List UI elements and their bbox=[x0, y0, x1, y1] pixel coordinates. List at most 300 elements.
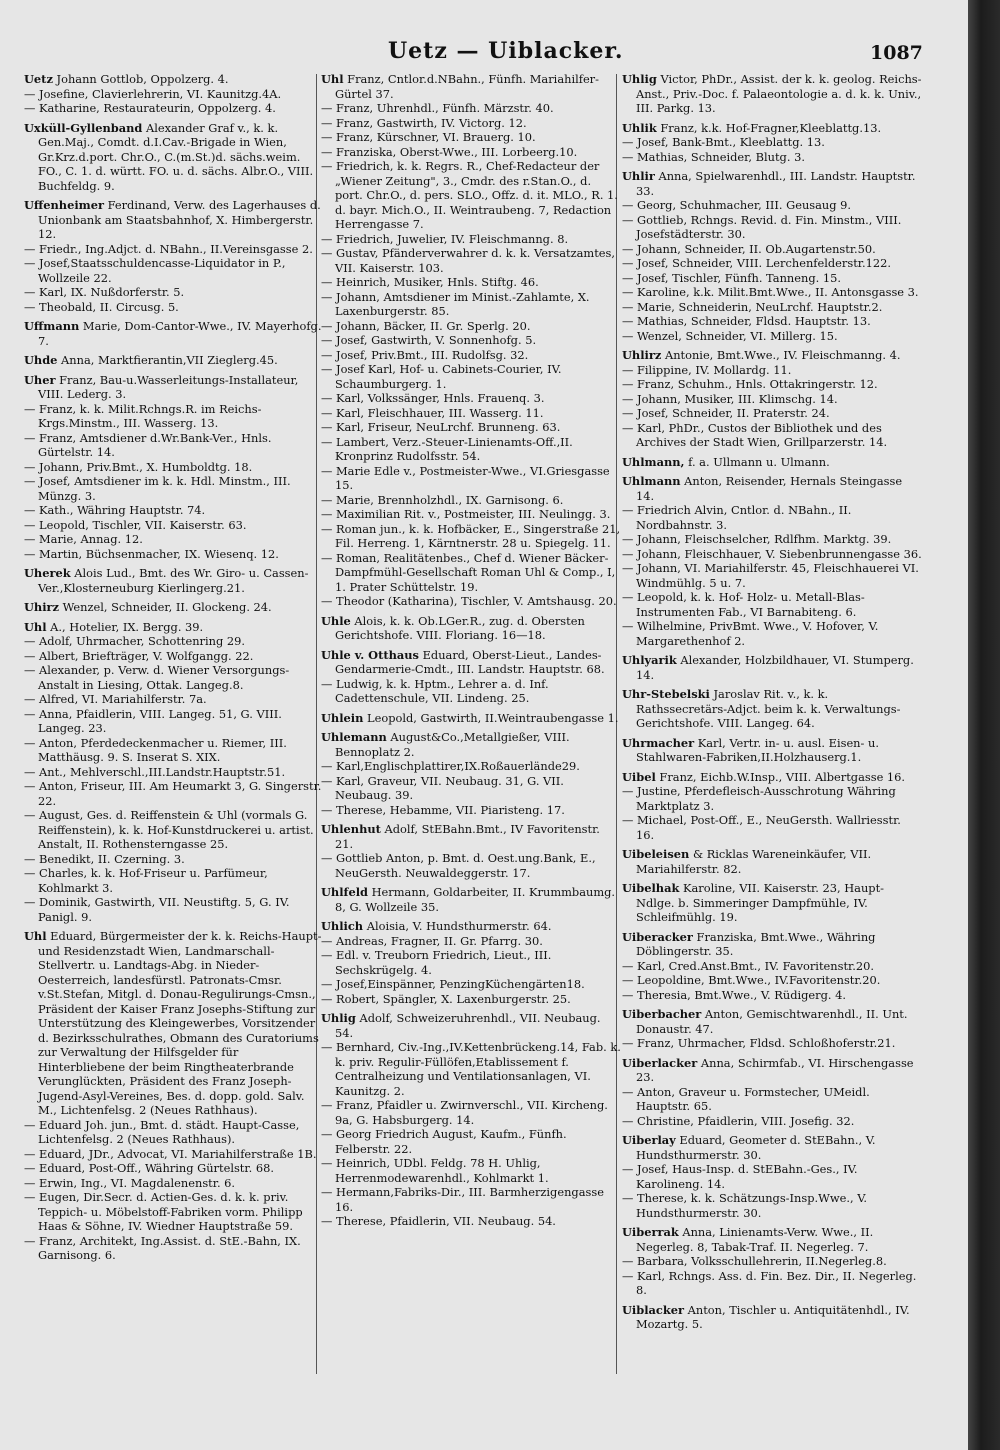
entry-surname: Uhlmann, bbox=[622, 454, 685, 469]
entry-text: — Andreas, Fragner, II. Gr. Pfarrg. 30. bbox=[321, 933, 543, 948]
entry-text: — Theresia, Bmt.Wwe., V. Rüdigerg. 4. bbox=[622, 987, 847, 1002]
directory-entry bbox=[622, 813, 922, 842]
entry-text: — Marie, Annag. 12. bbox=[24, 532, 143, 546]
entry-text: Leopold, Gastwirth, II.Weintraubengasse 1. bbox=[363, 710, 619, 725]
directory-entry bbox=[321, 822, 621, 851]
entry-text: — Therese, Hebamme, VII. Piaristeng. 17. bbox=[321, 802, 565, 817]
entry-text: — Franz, Uhrmacher, Fldsd. Schloßhoferstr.21. bbox=[622, 1036, 896, 1050]
entry-text: — Johann, Schneider, II. Ob.Augartenstr.50. bbox=[622, 241, 876, 256]
directory-entry bbox=[321, 919, 621, 934]
entry-text: — Anna, Pfaidlerin, VIII. Langeg. 51, G. VIII. Langeg. 23. bbox=[24, 706, 282, 735]
entry-surname: Uhl bbox=[24, 929, 47, 943]
entry-surname: Uhl bbox=[24, 619, 47, 634]
directory-entry bbox=[622, 561, 922, 590]
entry-surname: Uher bbox=[24, 372, 56, 387]
entry-text: Alois, k. k. Ob.LGer.R., zug. d. Obersten Gerichtshofe. VIII. Floriang. 16—18. bbox=[335, 613, 585, 642]
column-1 bbox=[24, 72, 324, 1382]
directory-entry bbox=[24, 401, 324, 431]
entry-surname: Uhlfeld bbox=[321, 885, 368, 899]
directory-entry bbox=[321, 101, 621, 116]
directory-entry bbox=[24, 1161, 324, 1176]
entry-surname: Uhlenhut bbox=[321, 822, 381, 836]
directory-entry bbox=[24, 706, 324, 736]
directory-entry bbox=[24, 929, 324, 1118]
entry-text: — Erwin, Ing., VI. Magdalenenstr. 6. bbox=[24, 1175, 236, 1190]
directory-entry bbox=[622, 198, 922, 213]
entry-text: Aloisia, V. Hundsthurmerstr. 64. bbox=[363, 919, 552, 933]
entry-text: Marie, Dom-Cantor-Wwe., IV. Mayerhofg. 7. bbox=[38, 319, 322, 348]
directory-entry bbox=[321, 613, 621, 643]
directory-entry bbox=[321, 759, 621, 774]
entry-surname: Uetz bbox=[24, 72, 53, 86]
entry-surname: Uhirz bbox=[24, 600, 60, 614]
directory-entry bbox=[321, 802, 621, 818]
entry-text: — Benedikt, II. Czerning. 3. bbox=[24, 851, 185, 866]
entry-text: — Theobald, II. Circusg. 5. bbox=[24, 299, 179, 314]
directory-entry bbox=[321, 289, 621, 319]
entry-text: — Leopoldine, Bmt.Wwe., IV.Favoritenstr.20. bbox=[622, 973, 881, 987]
entry-text: — Josef, Bank-Bmt., Kleeblattg. 13. bbox=[622, 135, 825, 149]
directory-entry bbox=[24, 101, 324, 116]
directory-entry bbox=[622, 328, 922, 344]
entry-text: — Theodor (Katharina), Tischler, V. Amtshausg. 20. bbox=[321, 594, 617, 608]
entry-text: — Heinrich, UDbl. Feldg. 78 H. Uhlig, Herrenmodewarenhdl., Kohlmarkt 1. bbox=[321, 1156, 549, 1185]
entry-text: — Johann, Priv.Bmt., X. Humboldtg. 18. bbox=[24, 459, 253, 474]
entry-text: — Josef, Tischler, Fünfh. Tanneng. 15. bbox=[622, 270, 841, 285]
directory-entry bbox=[321, 507, 621, 522]
entry-text: — Josef, Gastwirth, V. Sonnenhofg. 5. bbox=[321, 333, 537, 347]
entry-text: — Josef, Schneider, VIII. Lerchenfelderstr.122. bbox=[622, 256, 891, 270]
directory-entry bbox=[24, 546, 324, 562]
entry-text: Alexander, Holzbildhauer, VI. Stumperg. 14. bbox=[636, 653, 914, 682]
directory-entry bbox=[622, 72, 922, 116]
directory-entry bbox=[24, 566, 324, 595]
directory-entry bbox=[24, 86, 324, 102]
entry-text: — Franz, Amtsdiener d.Wr.Bank-Ver., Hnls. Gürtelstr. 14. bbox=[24, 430, 272, 459]
entry-surname: Uibelhak bbox=[622, 881, 680, 895]
entry-surname: Uhlein bbox=[321, 710, 364, 725]
entry-text: — Josef, Haus-Insp. d. StEBahn.-Ges., IV. Karolineng. 14. bbox=[622, 1162, 858, 1191]
entry-text: — Johann, Amtsdiener im Minist.-Zahlamte, X. Laxenburgerstr. 85. bbox=[321, 289, 590, 318]
directory-entry bbox=[24, 866, 324, 895]
entry-surname: Uffenheimer bbox=[24, 198, 104, 212]
directory-entry bbox=[622, 1084, 922, 1114]
directory-entry bbox=[622, 299, 922, 315]
directory-entry bbox=[24, 299, 324, 315]
entry-text: — Franz, Gastwirth, IV. Victorg. 12. bbox=[321, 115, 527, 130]
entry-text: — Mathias, Schneider, Blutg. 3. bbox=[622, 149, 805, 164]
directory-entry bbox=[622, 120, 922, 136]
directory-entry bbox=[321, 405, 621, 421]
directory-entry bbox=[622, 149, 922, 165]
directory-entry bbox=[622, 1302, 922, 1332]
entry-surname: Uhl bbox=[321, 72, 344, 86]
entry-text: — Karl, Volkssänger, Hnls. Frauenq. 3. bbox=[321, 391, 545, 405]
directory-entry bbox=[24, 1175, 324, 1191]
entry-text: Antonie, Bmt.Wwe., IV. Fleischmanng. 4. bbox=[661, 348, 901, 362]
entry-text: — Karl, Cred.Anst.Bmt., IV. Favoritenstr.20. bbox=[622, 958, 874, 973]
entry-text: — Eduard, JDr., Advocat, VI. Mariahilferstraße 1B. bbox=[24, 1146, 317, 1161]
entry-text: — Kath., Währing Hauptstr. 74. bbox=[24, 503, 206, 517]
entry-text: — Barbara, Volksschullehrerin, II.Negerleg.8. bbox=[622, 1254, 887, 1268]
entry-surname: Uhlemann bbox=[321, 730, 387, 744]
entry-text: — Karoline, k.k. Milit.Bmt.Wwe., II. Antonsgasse 3. bbox=[622, 285, 919, 299]
directory-entry bbox=[622, 270, 922, 286]
entry-text: — Karl, IX. Nußdorferstr. 5. bbox=[24, 285, 185, 299]
directory-entry bbox=[622, 1133, 922, 1162]
directory-entry bbox=[622, 1162, 922, 1191]
entry-text: — Friedrich, Juwelier, IV. Fleischmanng. 8. bbox=[321, 231, 569, 246]
entry-surname: Uhlir bbox=[622, 169, 655, 183]
entry-surname: Uiberbacher bbox=[622, 1007, 702, 1021]
entry-text: — Marie, Schneiderin, NeuLrchf. Hauptstr.2. bbox=[622, 299, 883, 314]
directory-entry bbox=[622, 1225, 922, 1254]
directory-entry bbox=[321, 463, 621, 493]
entry-text: — Albert, Briefträger, V. Wolfgangg. 22. bbox=[24, 648, 254, 663]
entry-text: — Dominik, Gastwirth, VII. Neustiftg. 5, G. IV. Panigl. 9. bbox=[24, 895, 290, 924]
directory-entry bbox=[24, 430, 324, 460]
entry-text: Wenzel, Schneider, II. Glockeng. 24. bbox=[59, 600, 272, 614]
entry-text: — Eugen, Dir.Secr. d. Actien-Ges. d. k. k. priv. Teppich- u. Möbelstoff-Fabriken vorm. Philipp Haas & Söhne, IV. Wiedner Hauptstraße 59. bbox=[24, 1190, 303, 1233]
entry-text: — Anton, Graveur u. Formstecher, UMeidl. Hauptstr. 65. bbox=[622, 1084, 870, 1113]
directory-entry bbox=[321, 434, 621, 464]
entry-surname: Uiberrak bbox=[622, 1225, 679, 1239]
entry-text: — Friedrich, k. k. Regrs. R., Chef-Redacteur der „Wiener Zeitung", 3., Cmdr. des r.Stan.O., d. port. Chr.O., d. pers. SLO., Offz. d. it. MLO., R. 1. d. bayr. Mich.O., II. Weintraubeng. 7, Redaction Herrengasse 7. bbox=[321, 159, 618, 231]
entry-text: — Christine, Pfaidlerin, VIII. Josefig. 32. bbox=[622, 1113, 855, 1128]
entry-surname: Uhlig bbox=[321, 1011, 356, 1025]
entry-text: — Johann, Fleischselcher, Rdlfhm. Marktg. 39. bbox=[622, 532, 892, 546]
entry-text: Franziska, Bmt.Wwe., Währing Döblingerstr. 35. bbox=[636, 929, 876, 958]
directory-entry bbox=[622, 619, 922, 648]
directory-entry bbox=[24, 895, 324, 924]
directory-entry bbox=[24, 779, 324, 808]
entry-text: — Katharine, Restaurateurin, Oppolzerg. 4. bbox=[24, 101, 276, 115]
directory-entry bbox=[622, 687, 922, 731]
directory-entry bbox=[622, 377, 922, 392]
entry-text: Franz, Bau-u.Wasserleitungs-Installateur, VIII. Lederg. 3. bbox=[38, 372, 299, 401]
entry-text: August&Co.,Metallgießer, VIII. Bennoplatz 2. bbox=[335, 730, 570, 759]
directory-entry bbox=[622, 590, 922, 619]
directory-entry bbox=[321, 492, 621, 508]
entry-surname: Uherek bbox=[24, 566, 71, 580]
entry-surname: Uiberlacker bbox=[622, 1055, 698, 1070]
entry-surname: Uiblacker bbox=[622, 1302, 685, 1317]
directory-entry bbox=[24, 735, 324, 765]
entry-text: — Gottlieb Anton, p. Bmt. d. Oest.ung.Bank, E., NeuGersth. Neuwaldeggerstr. 17. bbox=[321, 851, 596, 880]
entry-text: Adolf, Schweizeruhrenhdl., VII. Neubaug. 54. bbox=[335, 1011, 601, 1040]
entry-text: — Josefine, Clavierlehrerin, VI. Kaunitzg.4A. bbox=[24, 86, 282, 101]
directory-entry bbox=[321, 246, 621, 275]
directory-entry bbox=[622, 1055, 922, 1085]
directory-entry bbox=[24, 72, 324, 87]
directory-entry bbox=[622, 212, 922, 242]
entry-text: Anna, Marktfierantin,VII Zieglerg.45. bbox=[57, 353, 278, 367]
directory-entry bbox=[622, 348, 922, 363]
entry-text: — Ludwig, k. k. Hptm., Lehrer a. d. Inf. Cadettenschule, VII. Lindeng. 25. bbox=[321, 676, 549, 705]
directory-entry bbox=[321, 933, 621, 949]
directory-entry bbox=[622, 847, 922, 876]
directory-entry bbox=[24, 764, 324, 780]
entry-surname: Uhrmacher bbox=[622, 735, 695, 750]
entry-text: Franz, k.k. Hof-Fragner,Kleeblattg.13. bbox=[656, 120, 882, 135]
directory-entry bbox=[24, 634, 324, 649]
entry-surname: Uhlig bbox=[622, 72, 657, 86]
directory-entry bbox=[622, 314, 922, 329]
directory-entry bbox=[622, 391, 922, 407]
directory-entry bbox=[622, 169, 922, 198]
entry-text: — Charles, k. k. Hof-Friseur u. Parfümeur, Kohlmarkt 3. bbox=[24, 866, 268, 895]
directory-entry bbox=[321, 1185, 621, 1214]
entry-text: — Eduard Joh. jun., Bmt. d. städt. Haupt-Casse, Lichtenfelsg. 2 (Neues Rathhaus). bbox=[24, 1117, 300, 1146]
directory-entry bbox=[321, 991, 621, 1007]
directory-entry bbox=[321, 72, 621, 101]
entry-text: — Josef Karl, Hof- u. Cabinets-Courier, IV. Schaumburgerg. 1. bbox=[321, 362, 562, 391]
entry-text: Franz, Cntlor.d.NBahn., Fünfh. Mariahilfer-Gürtel 37. bbox=[335, 72, 599, 101]
entry-text: — Franz, Schuhm., Hnls. Ottakringerstr. 12. bbox=[622, 377, 878, 391]
entry-text: Jaroslav Rit. v., k. k. Rathssecretärs-Adjct. beim k. k. Verwaltungs-Gerichtshofe. VIII. Langeg. 64. bbox=[636, 687, 901, 730]
directory-entry bbox=[622, 532, 922, 547]
directory-entry bbox=[321, 1127, 621, 1156]
entry-text: — Josef, Amtsdiener im k. k. Hdl. Minstm., III. Münzg. 3. bbox=[24, 474, 291, 503]
entry-surname: Uhlirz bbox=[622, 348, 662, 362]
directory-entry bbox=[321, 362, 621, 391]
entry-text: — Alfred, VI. Mariahilferstr. 7a. bbox=[24, 692, 207, 706]
entry-text: — Franziska, Oberst-Wwe., III. Lorbeerg.10. bbox=[321, 144, 578, 159]
entry-surname: Uibeleisen bbox=[622, 847, 690, 861]
entry-text: — Ant., Mehlverschl.,III.Landstr.Hauptstr.51. bbox=[24, 764, 286, 779]
entry-text: — Karl, Graveur, VII. Neubaug. 31, G. VII. Neubaug. 39. bbox=[321, 773, 564, 802]
directory-entry bbox=[24, 619, 324, 635]
entry-text: — Leopold, Tischler, VII. Kaiserstr. 63. bbox=[24, 517, 247, 532]
entry-text: — Wilhelmine, PrivBmt. Wwe., V. Hofover, V. Margarethenhof 2. bbox=[622, 619, 879, 648]
entry-text: — Gustav, Pfänderverwahrer d. k. k. Versatzamtes, VII. Kaiserstr. 103. bbox=[321, 246, 615, 275]
entry-text: — Martin, Büchsenmacher, IX. Wiesenq. 12. bbox=[24, 546, 279, 561]
directory-entry bbox=[622, 784, 922, 813]
directory-entry bbox=[622, 735, 922, 765]
entry-text: — Georg, Schuhmacher, III. Geusaug 9. bbox=[622, 198, 852, 212]
entry-text: — Karl,Englischplattirer,IX.Roßauerlände29. bbox=[321, 759, 580, 773]
directory-entry bbox=[321, 347, 621, 363]
entry-text: Karoline, VII. Kaiserstr. 23, Haupt-Ndlge. b. Simmeringer Dampfmühle, IV. Schleifmühlg. 19. bbox=[636, 881, 885, 924]
directory-entry bbox=[622, 256, 922, 271]
entry-text: Ferdinand, Verw. des Lagerhauses d. Unionbank am Staatsbahnhof, X. Himbergerstr. 12. bbox=[38, 198, 321, 241]
directory-entry bbox=[24, 285, 324, 300]
directory-entry bbox=[321, 885, 621, 914]
directory-entry bbox=[24, 517, 324, 533]
directory-entry bbox=[321, 521, 621, 551]
directory-entry bbox=[622, 474, 922, 503]
entry-text: — Roman jun., k. k. Hofbäcker, E., Singerstraße 21, Fil. Herreng. 1, Kärntnerstr. 28 u. Spiegelg. 11. bbox=[321, 521, 621, 550]
directory-entry bbox=[24, 1233, 324, 1263]
entry-text: — Wenzel, Schneider, VI. Millerg. 15. bbox=[622, 328, 838, 343]
entry-text: — Johann, Bäcker, II. Gr. Sperlg. 20. bbox=[321, 318, 531, 333]
entry-text: Victor, PhDr., Assist. der k. k. geolog. Reichs-Anst., Priv.-Doc. f. Palaeontologie a. d. k. k. Univ., III. Parkg. 13. bbox=[636, 72, 922, 115]
page-number: 1087 bbox=[870, 42, 923, 64]
directory-entry bbox=[321, 420, 621, 435]
directory-entry bbox=[24, 532, 324, 547]
directory-entry bbox=[622, 653, 922, 682]
directory-entry bbox=[622, 1113, 922, 1129]
entry-text: — Johann, Musiker, III. Klimschg. 14. bbox=[622, 391, 838, 406]
directory-entry bbox=[622, 454, 922, 470]
entry-text: — Justine, Pferdefleisch-Ausschrotung Währing Marktplatz 3. bbox=[622, 784, 896, 813]
directory-entry bbox=[24, 600, 324, 615]
entry-text: — August, Ges. d. Reiffenstein & Uhl (vormals G. Reiffenstein), k. k. Hof-Kunstdruckerei u. artist. Anstalt, II. Rothensterngasse 25. bbox=[24, 808, 314, 851]
entry-text: Anna, Schirmfab., VI. Hirschengasse 23. bbox=[636, 1055, 914, 1084]
column-3 bbox=[622, 72, 922, 1382]
directory-entry bbox=[321, 647, 621, 677]
running-title: Uetz — Uiblacker. bbox=[388, 38, 624, 64]
entry-text: — Johann, VI. Mariahilferstr. 45, Fleischhauerei VI. Windmühlg. 5 u. 7. bbox=[622, 561, 919, 590]
directory-entry bbox=[321, 1098, 621, 1127]
entry-text: — Mathias, Schneider, Fldsd. Hauptstr. 13. bbox=[622, 314, 871, 328]
entry-text: — Franz, Pfaidler u. Zwirnverschl., VII. Kircheng. 9a, G. Habsburgerg. 14. bbox=[321, 1098, 608, 1127]
entry-surname: Uhlich bbox=[321, 919, 364, 933]
directory-entry bbox=[622, 135, 922, 150]
directory-entry bbox=[622, 503, 922, 532]
directory-entry bbox=[321, 391, 621, 406]
entry-text: — Josef,Staatsschuldencasse-Liquidator in P., Wollzeile 22. bbox=[24, 256, 286, 285]
entry-text: — Friedr., Ing.Adjct. d. NBahn., II.Vereinsgasse 2. bbox=[24, 241, 313, 256]
entry-text: Johann Gottlob, Oppolzerg. 4. bbox=[52, 72, 229, 86]
entry-text: — Anton, Pferdedeckenmacher u. Riemer, III. Matthäusg. 9. S. Inserat S. XIX. bbox=[24, 735, 287, 764]
entry-text: — Karl, Friseur, NeuLrchf. Brunneng. 63. bbox=[321, 420, 561, 434]
entry-text: Alois Lud., Bmt. des Wr. Giro- u. Cassen-Ver.,Klosterneuburg Kierlingerg.21. bbox=[38, 566, 309, 595]
entry-text: f. a. Ullmann u. Ulmann. bbox=[684, 454, 830, 469]
directory-entry bbox=[622, 973, 922, 988]
entry-text: — Therese, Pfaidlerin, VII. Neubaug. 54. bbox=[321, 1214, 556, 1228]
entry-text: — Roman, Realitätenbes., Chef d. Wiener Bäcker-Dampfmühl-Gesellschaft Roman Uhl & Comp., I, 1. Prater Schüttelstr. 19. bbox=[321, 550, 616, 594]
entry-text: Anton, Gemischtwarenhdl., II. Unt. Donaustr. 47. bbox=[636, 1007, 908, 1036]
directory-entry bbox=[622, 769, 922, 785]
entry-text: Anton, Tischler u. Antiquitätenhdl., IV. Mozartg. 5. bbox=[636, 1302, 910, 1331]
entry-text: — Maximilian Rit. v., Postmeister, III. Neulingg. 3. bbox=[321, 507, 611, 521]
directory-entry bbox=[24, 459, 324, 475]
directory-entry bbox=[321, 851, 621, 880]
entry-text: — Eduard, Post-Off., Währing Gürtelstr. 68. bbox=[24, 1161, 274, 1175]
entry-surname: Uhlyarik bbox=[622, 653, 677, 667]
directory-entry bbox=[321, 275, 621, 290]
entry-text: Eduard, Geometer d. StEBahn., V. Hundsthurmerstr. 30. bbox=[636, 1133, 876, 1162]
directory-entry bbox=[622, 1268, 922, 1298]
entry-text: — Josef, Schneider, II. Praterstr. 24. bbox=[622, 406, 830, 420]
directory-entry bbox=[321, 1214, 621, 1229]
directory-entry bbox=[24, 120, 324, 194]
entry-text: Anton, Reisender, Hernals Steingasse 14. bbox=[636, 474, 903, 503]
entry-text: — Karl, PhDr., Custos der Bibliothek und des Archives der Stadt Wien, Grillparzerstr. 14. bbox=[622, 420, 888, 449]
directory-entry bbox=[24, 474, 324, 503]
entry-text: — Gottlieb, Rchngs. Revid. d. Fin. Minstm., VIII. Josefstädterstr. 30. bbox=[622, 212, 902, 241]
directory-entry bbox=[24, 353, 324, 368]
directory-entry bbox=[321, 1156, 621, 1185]
directory-entry bbox=[321, 710, 621, 726]
entry-text: — Michael, Post-Off., E., NeuGersth. Wallriesstr. 16. bbox=[622, 813, 901, 842]
directory-entry bbox=[321, 948, 621, 977]
entry-text: — Edl. v. Treuborn Friedrich, Lieut., III. Sechskrügelg. 4. bbox=[321, 948, 552, 977]
entry-surname: Uhde bbox=[24, 353, 58, 367]
entry-text: — Franz, Uhrenhdl., Fünfh. Märzstr. 40. bbox=[321, 101, 554, 115]
entry-text: Anna, Linienamts-Verw. Wwe., II. Negerleg. 8, Tabak-Traf. II. Negerleg. 7. bbox=[636, 1225, 874, 1254]
entry-text: — Alexander, p. Verw. d. Wiener Versorgungs-Anstalt in Liesing, Ottak. Langeg.8. bbox=[24, 663, 290, 692]
directory-entry bbox=[24, 256, 324, 285]
directory-entry bbox=[622, 1191, 922, 1220]
entry-text: — Friedrich Alvin, Cntlor. d. NBahn., II. Nordbahnstr. 3. bbox=[622, 503, 852, 532]
entry-surname: Uffmann bbox=[24, 319, 80, 333]
entry-text: — Marie Edle v., Postmeister-Wwe., VI.Griesgasse 15. bbox=[321, 463, 610, 492]
directory-entry bbox=[24, 241, 324, 257]
entry-text: — Robert, Spängler, X. Laxenburgerstr. 25. bbox=[321, 991, 571, 1006]
entry-text: — Johann, Fleischhauer, V. Siebenbrunnengasse 36. bbox=[622, 546, 922, 561]
entry-surname: Uhle bbox=[321, 613, 351, 628]
entry-text: Adolf, StEBahn.Bmt., IV Favoritenstr. 21. bbox=[335, 822, 600, 851]
book-spine-edge bbox=[968, 0, 1000, 1450]
entry-text: — Adolf, Uhrmacher, Schottenring 29. bbox=[24, 634, 246, 648]
entry-surname: Uhr-Stebelski bbox=[622, 687, 710, 701]
directory-entry bbox=[321, 977, 621, 992]
directory-entry bbox=[24, 1117, 324, 1147]
directory-entry bbox=[321, 130, 621, 145]
directory-entry bbox=[622, 546, 922, 562]
directory-entry bbox=[321, 144, 621, 160]
entry-text: — Hermann,Fabriks-Dir., III. Barmherzigengasse 16. bbox=[321, 1185, 604, 1214]
directory-entry bbox=[24, 1190, 324, 1234]
directory-entry bbox=[321, 159, 621, 232]
entry-text: — Josef,Einspänner, PenzingKüchengärten18. bbox=[321, 977, 585, 991]
entry-text: — Franz, k. k. Milit.Rchngs.R. im Reichs-Krgs.Minstm., III. Wasserg. 13. bbox=[24, 401, 262, 430]
entry-text: Eduard, Bürgermeister der k. k. Reichs-Haupt- und Residenzstadt Wien, Landmarschall-Stellvertr. u. Landtags-Abg. in Nieder-Oesterreich, landesfürstl. Patronats-Cmsr. v.St.Stefan, Mitgl. d. Donau-Regulirungs-Cmsn., Präsident der Kaiser Franz Josephs-Stiftung zur Unterstützung des Kleingewerbes, Vorsitzender d. Bezirksschulrathes, Obmann des Curatoriums zur Verwaltung der Hilfsgelder für Hinterbliebene der beim Ringtheaterbrande Verunglückten, Präsident des Franz Joseph-Jugend-Asyl-Vereines, Bes. d. dopp. gold. Salv. M., Lichtenfelsg. 2 (Neues Rathhaus). bbox=[38, 929, 322, 1117]
directory-entry bbox=[24, 503, 324, 518]
entry-text: Anna, Spielwarenhdl., III. Landstr. Hauptstr. 33. bbox=[636, 169, 916, 198]
entry-text: Alexander Graf v., k. k. Gen.Maj., Comdt. d.I.Cav.-Brigade in Wien, Gr.Krz.d.port. Chr.O., C.(m.St.)d. sächs.weim. FO., C. 1. d. württ. FO. u. d. sächs. Albr.O., VIII. Buchfeldg. 9. bbox=[38, 120, 314, 193]
directory-entry bbox=[24, 648, 324, 664]
directory-entry bbox=[622, 285, 922, 300]
page-header bbox=[0, 38, 968, 68]
directory-entry bbox=[622, 1036, 922, 1051]
directory-entry bbox=[321, 550, 621, 595]
entry-text: Eduard, Oberst-Lieut., Landes-Gendarmerie-Cmdt., III. Landstr. Hauptstr. 68. bbox=[335, 647, 605, 676]
directory-entry bbox=[622, 958, 922, 974]
directory-entry bbox=[622, 362, 922, 378]
entry-text: — Anton, Friseur, III. Am Heumarkt 3, G. Singerstr. 22. bbox=[24, 779, 322, 808]
entry-text: Franz, Eichb.W.Insp., VIII. Albertgasse 16. bbox=[655, 769, 906, 784]
column-2 bbox=[321, 72, 621, 1382]
directory-entry bbox=[321, 115, 621, 131]
directory-entry bbox=[622, 929, 922, 959]
directory-entry bbox=[321, 231, 621, 247]
directory-entry bbox=[321, 676, 621, 706]
entry-text: — Karl, Rchngs. Ass. d. Fin. Bez. Dir., II. Negerleg. 8. bbox=[622, 1268, 917, 1297]
directory-entry bbox=[24, 372, 324, 402]
entry-surname: Uibel bbox=[622, 769, 656, 784]
directory-entry bbox=[321, 318, 621, 334]
entry-text: A., Hotelier, IX. Bergg. 39. bbox=[46, 619, 204, 634]
entry-surname: Uhlik bbox=[622, 120, 657, 135]
entry-text: — Karl, Fleischhauer, III. Wasserg. 11. bbox=[321, 405, 544, 420]
directory-entry bbox=[622, 1254, 922, 1269]
entry-text: — Heinrich, Musiker, Hnls. Stiftg. 46. bbox=[321, 275, 539, 289]
directory-entry bbox=[321, 1040, 621, 1098]
entry-surname: Uiberlay bbox=[622, 1133, 676, 1147]
directory-entry bbox=[622, 241, 922, 257]
entry-text: — Filippine, IV. Mollardg. 11. bbox=[622, 362, 792, 377]
entry-text: — Franz, Architekt, Ing.Assist. d. StE.-Bahn, IX. Garnisong. 6. bbox=[24, 1233, 301, 1262]
directory-entry bbox=[24, 198, 324, 242]
directory-entry bbox=[321, 773, 621, 803]
entry-text: — Josef, Priv.Bmt., III. Rudolfsg. 32. bbox=[321, 347, 529, 362]
directory-entry bbox=[321, 594, 621, 609]
entry-surname: Uxküll-Gyllenband bbox=[24, 120, 143, 135]
entry-text: — Lambert, Verz.-Steuer-Linienamts-Off.,II. Kronprinz Rudolfsstr. 54. bbox=[321, 434, 573, 463]
